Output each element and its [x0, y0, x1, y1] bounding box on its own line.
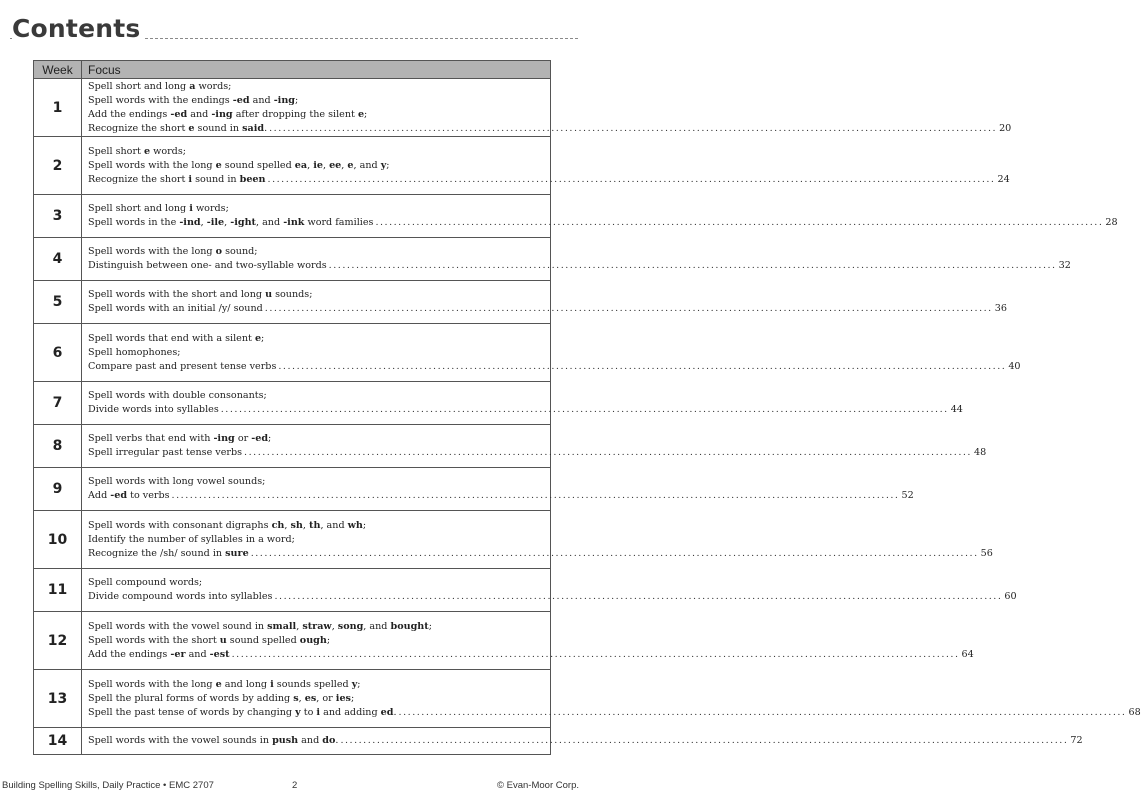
- focus-keyword: e: [188, 122, 195, 134]
- focus-text: [88, 734, 338, 748]
- focus-keyword: -ed: [232, 94, 250, 106]
- focus-line: [88, 547, 993, 561]
- page-title: Contents: [12, 14, 144, 44]
- focus-text-segment: , or: [316, 692, 336, 704]
- page-number[interactable]: 32: [1058, 260, 1071, 271]
- footer-publisher: © Evan-Moor Corp.: [497, 780, 579, 791]
- week-number: 9: [34, 468, 82, 511]
- focus-keyword: y: [380, 159, 387, 171]
- focus-line: [88, 332, 544, 346]
- focus-line: [88, 259, 1071, 273]
- focus-text: [88, 173, 266, 187]
- toc-row: [34, 569, 551, 612]
- focus-text: [88, 648, 230, 662]
- focus-text: [88, 403, 219, 417]
- focus-keyword: been: [239, 173, 266, 185]
- page-number[interactable]: 20: [999, 122, 1012, 134]
- focus-text-segment: Spell words with the short: [88, 634, 220, 646]
- focus-line: [88, 145, 544, 159]
- focus-text-segment: words;: [192, 203, 229, 214]
- focus-keyword: th: [309, 519, 321, 531]
- focus-keyword: ch: [271, 519, 285, 531]
- focus-keyword: i: [188, 173, 193, 185]
- focus-keyword: e: [347, 159, 354, 171]
- page-number[interactable]: 60: [1004, 591, 1017, 602]
- focus-keyword: a: [189, 80, 196, 92]
- focus-keyword: i: [316, 706, 321, 718]
- toc-row: [34, 195, 551, 238]
- page-number[interactable]: 36: [994, 303, 1007, 314]
- focus-line: [88, 346, 544, 360]
- focus-text: [88, 360, 276, 374]
- focus-text-segment: Spell words with an initial /y/ sound: [88, 303, 263, 314]
- focus-keyword: push: [272, 735, 299, 746]
- focus-text: [88, 706, 397, 720]
- focus-keyword: s: [293, 692, 299, 704]
- focus-text-segment: ,: [298, 692, 305, 704]
- focus-line: [88, 475, 544, 489]
- focus-text-segment: sound spelled: [226, 634, 300, 646]
- focus-text-segment: Compare past and present tense verbs: [88, 360, 277, 372]
- focus-text-segment: Spell words that end with a silent: [88, 332, 255, 344]
- focus-text: [88, 80, 231, 94]
- focus-text: [88, 547, 249, 561]
- footer-book-title: Building Spelling Skills, Daily Practice • EMC 2707: [2, 780, 214, 791]
- focus-text-segment: Identify the number of syllables in a word;: [88, 533, 295, 545]
- focus-text-segment: ,: [296, 620, 303, 632]
- focus-line: [88, 288, 544, 302]
- focus-text-segment: ,: [341, 159, 348, 171]
- focus-text: [88, 446, 242, 460]
- focus-text-segment: sound in: [192, 173, 240, 185]
- focus-text-segment: ;: [268, 433, 272, 444]
- focus-keyword: ee: [329, 159, 342, 171]
- focus-text: [88, 590, 272, 604]
- focus-keyword: -ed: [170, 108, 188, 120]
- focus-line: [88, 648, 974, 662]
- toc-row: [34, 324, 551, 382]
- focus-line: [88, 590, 1017, 604]
- focus-line: [88, 403, 963, 417]
- focus-keyword: i: [270, 678, 274, 690]
- focus-keyword: ed: [380, 706, 394, 718]
- focus-keyword: -er: [170, 648, 186, 660]
- focus-line: [88, 360, 1021, 374]
- focus-keyword: e: [357, 108, 365, 120]
- dot-leader: ................................................................................................................................................................: [328, 260, 1057, 271]
- dot-leader: ................................................................................................................................................................: [220, 404, 949, 415]
- focus-cell: [82, 569, 1017, 612]
- focus-text-segment: and long: [221, 678, 271, 690]
- focus-text-segment: Spell irregular past tense verbs: [88, 447, 243, 458]
- focus-text: [88, 489, 170, 503]
- focus-line: [88, 620, 544, 634]
- dot-leader: ................................................................................................................................................................: [267, 173, 996, 185]
- focus-line: [88, 389, 544, 403]
- focus-text-segment: Recognize the short: [88, 122, 189, 134]
- page-number[interactable]: 44: [950, 404, 963, 415]
- focus-text-segment: Spell verbs that end with: [88, 433, 214, 444]
- focus-text-segment: ;: [362, 519, 367, 531]
- focus-text-segment: .: [393, 706, 397, 718]
- focus-line: [88, 302, 1007, 316]
- focus-text-segment: to verbs: [127, 490, 170, 501]
- focus-keyword: i: [189, 203, 193, 214]
- focus-text-segment: ;: [350, 692, 355, 704]
- toc-row: [34, 382, 551, 425]
- focus-text-segment: Spell words with double consonants;: [88, 390, 267, 401]
- focus-text-segment: ;: [428, 620, 432, 632]
- focus-text-segment: and: [185, 648, 210, 660]
- focus-text-segment: ,: [284, 519, 291, 531]
- focus-line: [88, 122, 1012, 136]
- focus-text-segment: Spell words in the: [88, 217, 180, 228]
- focus-text-segment: words;: [195, 80, 232, 92]
- week-number: 12: [34, 612, 82, 670]
- page-number[interactable]: 52: [901, 490, 914, 501]
- focus-line: [88, 159, 544, 173]
- focus-text-segment: Recognize the /sh/ sound in: [88, 547, 226, 559]
- footer-page-number: 2: [292, 780, 298, 791]
- page-number[interactable]: 48: [973, 447, 987, 458]
- focus-line: [88, 634, 544, 648]
- week-number: 2: [34, 137, 82, 195]
- focus-keyword: ies: [335, 692, 351, 704]
- focus-text-segment: , and: [363, 620, 391, 632]
- focus-cell: [82, 511, 993, 569]
- focus-keyword: -ed: [251, 433, 269, 444]
- week-number: 13: [34, 670, 82, 728]
- focus-text: [88, 346, 181, 360]
- toc-row: [34, 238, 551, 281]
- focus-keyword: song: [337, 620, 364, 632]
- focus-text: [88, 108, 367, 122]
- dot-leader: ................................................................................................................................................................: [231, 648, 960, 660]
- focus-line: [88, 734, 1083, 748]
- focus-text-segment: ;: [261, 332, 265, 344]
- focus-text-segment: sound;: [222, 246, 258, 257]
- focus-text-segment: Add the endings: [88, 108, 171, 120]
- focus-keyword: e: [254, 332, 262, 344]
- focus-keyword: wh: [347, 519, 363, 531]
- dot-leader: ................................................................................................................................................................: [398, 706, 1127, 718]
- focus-line: [88, 446, 987, 460]
- focus-text-segment: Add the endings: [88, 648, 171, 660]
- focus-text-segment: Spell words with the long: [88, 246, 216, 257]
- toc-row: [34, 137, 551, 195]
- focus-text-segment: ;: [326, 634, 331, 646]
- focus-text: [88, 145, 186, 159]
- page-number[interactable]: 40: [1008, 360, 1021, 372]
- focus-text-segment: sound spelled: [221, 159, 295, 171]
- toc-row: [34, 281, 551, 324]
- focus-keyword: said: [242, 122, 265, 134]
- focus-line: [88, 202, 544, 216]
- focus-keyword: small: [267, 620, 297, 632]
- focus-keyword: -ight: [230, 217, 256, 228]
- focus-text: [88, 288, 312, 302]
- focus-text-segment: .: [335, 735, 339, 746]
- focus-line: [88, 173, 1010, 187]
- focus-keyword: -est: [209, 648, 230, 660]
- focus-text-segment: word families: [304, 217, 374, 228]
- focus-text-segment: .: [264, 122, 268, 134]
- focus-text-segment: Spell words with the long: [88, 159, 216, 171]
- focus-text: [88, 122, 267, 136]
- focus-line: [88, 80, 544, 94]
- focus-keyword: -ing: [211, 108, 233, 120]
- focus-cell: [82, 728, 1083, 755]
- focus-text-segment: and: [249, 94, 274, 106]
- focus-text: [88, 245, 258, 259]
- focus-line: [88, 245, 544, 259]
- focus-keyword: ea: [294, 159, 308, 171]
- week-number: 4: [34, 238, 82, 281]
- contents-table: [33, 60, 1141, 755]
- page-header: [10, 12, 578, 46]
- week-number: 10: [34, 511, 82, 569]
- dot-leader: ................................................................................................................................................................: [264, 303, 993, 314]
- week-column-header: Week: [34, 61, 82, 79]
- focus-text-segment: Spell the plural forms of words by adding: [88, 692, 294, 704]
- focus-keyword: ie: [313, 159, 323, 171]
- focus-text: [88, 259, 327, 273]
- focus-text-segment: ;: [386, 159, 390, 171]
- dot-leader: ................................................................................................................................................................: [274, 591, 1003, 602]
- focus-cell: [82, 425, 987, 468]
- focus-cell: [82, 324, 1021, 382]
- focus-keyword: u: [219, 634, 227, 646]
- focus-keyword: o: [215, 246, 223, 257]
- focus-text-segment: Spell words with the vowel sounds in: [88, 735, 273, 746]
- toc-row: [34, 425, 551, 468]
- focus-text-segment: Distinguish between one- and two-syllable words: [88, 260, 327, 271]
- focus-text-segment: Divide words into syllables: [88, 404, 219, 415]
- focus-text-segment: sounds;: [272, 289, 313, 300]
- toc-row: [34, 728, 551, 755]
- focus-line: [88, 678, 544, 692]
- focus-text-segment: , and: [255, 217, 284, 228]
- dot-leader: ................................................................................................................................................................: [340, 735, 1069, 746]
- focus-text-segment: ,: [307, 159, 314, 171]
- week-number: 11: [34, 569, 82, 612]
- toc-row: [34, 511, 551, 569]
- focus-keyword: -ink: [283, 217, 305, 228]
- focus-text-segment: Spell words with long vowel sounds;: [88, 476, 266, 487]
- focus-line: [88, 706, 1141, 720]
- focus-keyword: -ed: [110, 490, 128, 501]
- focus-line: [88, 519, 544, 533]
- toc-row: [34, 468, 551, 511]
- focus-cell: [82, 612, 974, 670]
- focus-text: [88, 94, 298, 108]
- focus-text-segment: Spell words with consonant digraphs: [88, 519, 272, 531]
- focus-text-segment: Recognize the short: [88, 173, 189, 185]
- focus-line: [88, 692, 544, 706]
- focus-text-segment: Add: [88, 490, 111, 501]
- focus-text-segment: or: [234, 433, 252, 444]
- focus-cell: [82, 79, 1012, 137]
- focus-keyword: ough: [299, 634, 327, 646]
- dot-leader: ................................................................................................................................................................: [269, 122, 998, 134]
- focus-cell: [82, 468, 914, 511]
- dot-leader: ................................................................................................................................................................: [250, 547, 979, 559]
- focus-keyword: e: [143, 145, 151, 157]
- focus-text-segment: ,: [322, 159, 330, 171]
- focus-text-segment: and: [187, 108, 212, 120]
- focus-text: [88, 475, 265, 489]
- focus-line: [88, 489, 914, 503]
- focus-text-segment: ;: [364, 108, 368, 120]
- focus-keyword: -ing: [213, 433, 235, 444]
- focus-text: [88, 302, 263, 316]
- focus-text-segment: sound in: [194, 122, 243, 134]
- focus-text-segment: ;: [357, 678, 361, 690]
- contents-table-body: [34, 79, 1141, 755]
- week-number: 14: [34, 728, 82, 755]
- focus-text-segment: Spell homophones;: [88, 346, 181, 358]
- focus-text-segment: Spell short and long: [88, 80, 190, 92]
- page-number[interactable]: 72: [1070, 735, 1083, 746]
- focus-cell: [82, 238, 1071, 281]
- focus-line: [88, 576, 544, 590]
- toc-row: [34, 670, 551, 728]
- focus-keyword: u: [265, 289, 273, 300]
- focus-text-segment: ;: [295, 94, 299, 106]
- focus-text: [88, 692, 354, 706]
- focus-keyword: sure: [225, 547, 249, 559]
- week-number: 1: [34, 79, 82, 137]
- dot-leader: ................................................................................................................................................................: [171, 490, 900, 501]
- focus-text-segment: ,: [224, 217, 231, 228]
- focus-cell: [82, 195, 1118, 238]
- toc-row: [34, 612, 551, 670]
- focus-text-segment: Spell words with the short and long: [88, 289, 266, 300]
- focus-text-segment: Divide compound words into syllables: [88, 591, 273, 602]
- focus-keyword: straw: [302, 620, 332, 632]
- focus-line: [88, 533, 544, 547]
- focus-text: [88, 202, 229, 216]
- focus-cell: [82, 382, 963, 425]
- focus-text-segment: ,: [331, 620, 338, 632]
- focus-text-segment: Spell short: [88, 145, 144, 157]
- focus-keyword: e: [215, 678, 222, 690]
- dot-leader: ................................................................................................................................................................: [375, 217, 1104, 228]
- focus-keyword: -ing: [273, 94, 295, 106]
- focus-keyword: y: [351, 678, 358, 690]
- focus-text-segment: ,: [302, 519, 310, 531]
- focus-keyword: es: [304, 692, 317, 704]
- focus-keyword: y: [295, 706, 301, 718]
- focus-text-segment: Spell words with the vowel sound in: [88, 620, 268, 632]
- focus-text-segment: Spell words with the long: [88, 678, 216, 690]
- focus-text-segment: Spell the past tense of words by changing: [88, 706, 296, 718]
- focus-text: [88, 519, 366, 533]
- focus-line: [88, 108, 544, 122]
- focus-text: [88, 576, 202, 590]
- focus-text-segment: to: [300, 706, 317, 718]
- dot-leader: ................................................................................................................................................................: [278, 360, 1007, 372]
- focus-text-segment: after dropping the silent: [232, 108, 358, 120]
- focus-text: [88, 389, 267, 403]
- week-number: 3: [34, 195, 82, 238]
- table-header-row: [34, 61, 551, 79]
- focus-line: [88, 94, 544, 108]
- focus-text-segment: words;: [150, 145, 186, 157]
- page-number[interactable]: 56: [980, 547, 993, 559]
- focus-text-segment: sounds spelled: [273, 678, 352, 690]
- page-number[interactable]: 24: [997, 173, 1010, 185]
- week-number: 8: [34, 425, 82, 468]
- focus-text-segment: ,: [200, 217, 207, 228]
- focus-text-segment: and: [298, 735, 323, 746]
- focus-keyword: e: [215, 159, 222, 171]
- focus-line: [88, 216, 1118, 230]
- week-number: 6: [34, 324, 82, 382]
- dot-leader: ................................................................................................................................................................: [244, 447, 972, 458]
- focus-keyword: -ile: [206, 217, 225, 228]
- page-number[interactable]: 68: [1128, 706, 1141, 718]
- focus-keyword: do: [322, 735, 336, 746]
- focus-line: [88, 432, 544, 446]
- focus-text: [88, 159, 390, 173]
- page-number[interactable]: 28: [1105, 217, 1118, 228]
- page-number[interactable]: 64: [961, 648, 974, 660]
- focus-text-segment: Spell words with the endings: [88, 94, 233, 106]
- toc-row: [34, 79, 551, 137]
- focus-text: [88, 432, 271, 446]
- focus-text: [88, 533, 295, 547]
- focus-text: [88, 620, 432, 634]
- focus-keyword: sh: [290, 519, 303, 531]
- focus-text: [88, 332, 264, 346]
- focus-text-segment: , and: [353, 159, 381, 171]
- focus-text: [88, 634, 330, 648]
- focus-cell: [82, 137, 1010, 195]
- focus-cell: [82, 670, 1141, 728]
- focus-text: [88, 678, 361, 692]
- focus-text: [88, 216, 373, 230]
- focus-keyword: bought: [390, 620, 429, 632]
- focus-text-segment: Spell short and long: [88, 203, 190, 214]
- focus-text-segment: and adding: [320, 706, 381, 718]
- focus-text-segment: , and: [320, 519, 348, 531]
- focus-cell: [82, 281, 1007, 324]
- focus-keyword: -ind: [179, 217, 201, 228]
- focus-column-header: Focus: [82, 61, 551, 79]
- week-number: 5: [34, 281, 82, 324]
- week-number: 7: [34, 382, 82, 425]
- focus-text-segment: Spell compound words;: [88, 577, 203, 588]
